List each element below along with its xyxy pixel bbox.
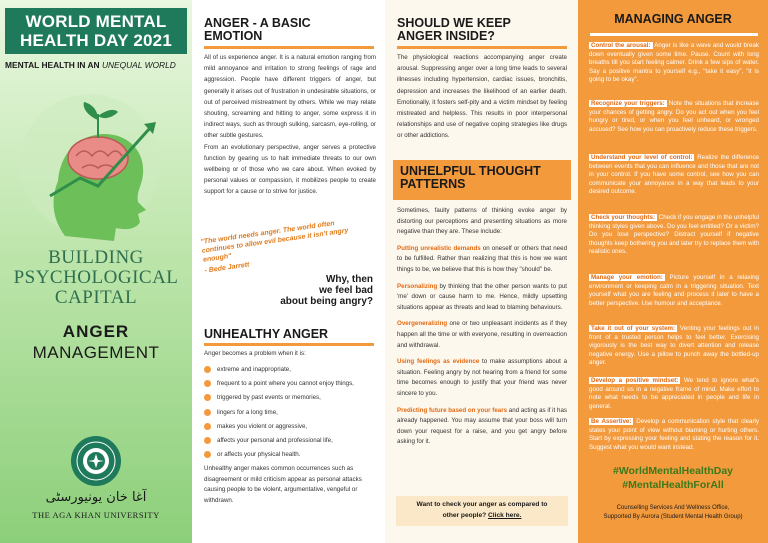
aku-seal-logo: [70, 435, 122, 487]
tip-be-assertive: Be Assertive: Develop a communication style that clearly states your point of view without blaming or hurting others. Start by expressing your feeling and stating the reason for it. Suggest what you would want instead.: [589, 418, 759, 451]
credit-line2: Supported By Aurora (Student Mental Health Group): [603, 514, 743, 520]
list-item: or affects your physical health.: [204, 448, 380, 462]
list-item: extreme and inappropriate,: [204, 362, 380, 376]
patterns-intro: Sometimes, faulty patterns of thinking evoke anger by distorting our perceptions and presenting situations as more negative than they are. These include:: [397, 207, 567, 236]
list-item: affects your personal and professional life,: [204, 433, 380, 447]
bullet-icon: [204, 394, 211, 401]
list-item: triggered by past events or memories,: [204, 391, 380, 405]
inside-underline: [397, 46, 567, 49]
heading-underline: [204, 46, 374, 49]
cta-line1: Want to check your anger as compared to: [416, 501, 548, 508]
tip-level-of-control: Understand your level of control: Realize the difference between events that you can influence and those that are not in your control. If you have some control, see how you can communicate your annoyance in a way that leads to your desired outcome.: [589, 154, 759, 196]
unhealthy-underline: [204, 343, 374, 346]
basic-heading-line1: ANGER - A BASIC: [204, 16, 311, 30]
patterns-heading-line1: UNHELPFUL THOUGHT: [400, 164, 541, 178]
bullet-icon: [204, 380, 211, 387]
bullet-icon: [204, 437, 211, 444]
bullet-icon: [204, 409, 211, 416]
basic-para-2: From an evolutionary perspective, anger serves a protective function by gearing us to halt immediate threats to our own wellbeing or of those who we care about. When evoked by personal values or compassion, it mobilizes people to create support for a cause or to strive for justice.: [204, 143, 376, 196]
theme-subtitle: [5, 60, 191, 70]
theme-italic: UNEQUAL WORLD: [101, 60, 176, 70]
tip-check-thoughts: Check your thoughts: Check if you engage in the unhelpful thinking styles given above. Do you feel entitled? Or a victim? Do you lose perspective? Distract yourself if negative thoughts keep bothering you and later try to replace them with realistic ones.: [589, 214, 759, 256]
why-line2: we feel bad: [319, 285, 373, 296]
pattern-item: Putting unrealistic demands on oneself or others that need to be fulfilled. Rather than realizing that this is how we want things to be, we believe that this is how they "should" be.: [397, 244, 568, 273]
tip-out-of-system: Take it out of your system: Venting your feelings out in front of a trusted person helps to feel better. Exercising vigorously is the best way to divert attention and release negative energy. Use a pillow to punch away the bottled-up anger.: [589, 325, 759, 367]
list-item: frequent to a point where you cannot enjoy things,: [204, 376, 380, 390]
tip-control-arousal: Control the arousal: Anger is like a wave and would break down eventually given some time. Pause. Count with long breaths till you start feeling calmer. Drink a few sips of water. Say a positive mantra to yourself e.g., "take it easy", "it is going to be okay".: [589, 42, 759, 84]
why-line1: Why, then: [325, 274, 373, 285]
click-here-link[interactable]: Click here.: [488, 511, 522, 519]
credit-line1: Counselling Services And Wellness Office,: [616, 505, 730, 511]
unhealthy-list: [204, 362, 380, 462]
pattern-item: Overgeneralizing one or two unpleasant incidents as if they happen all the time or with everyone, resulting in overreaction and withdrawal.: [397, 320, 567, 349]
tip-recognize-triggers: Recognize your triggers: Note the situations that increase your chances of getting angry. Do you act out when you feel hungry or tired, or when you feel unheard, or wronged accused? See how you can proactively reduce these triggers.: [589, 100, 759, 133]
brain-growth-illustration: [10, 86, 185, 251]
basic-emotion-heading: [204, 17, 374, 43]
topic-title: ANGER: [62, 322, 130, 341]
quote-text: "The world needs anger. The world often continues to allow evil because it isn't angry enough": [200, 220, 349, 264]
hashtags: [578, 464, 768, 492]
inside-body: The physiological reactions accompanying anger create arousal. Suppressing anger over a long time leads to several illnesses including hypertension, cardiac issues, bronchitis, depression and increases the likelihood of an earlier death. Emotionally, it fosters self-pity and a victim mindset by feeling mistreated and helpless. This results in poor interpersonal relationships and use of negative coping strategies like drugs or other addictions.: [397, 54, 567, 140]
list-item: makes you violent or aggressive,: [204, 419, 380, 433]
university-name: THE AGA KHAN UNIVERSITY: [32, 510, 160, 520]
patterns-heading-line2: PATTERNS: [400, 177, 466, 191]
tip-manage-emotion: Manage your emotion: Picture yourself in a relaxing environment or keeping calm in a triggering situation. Text yourself what you are feeling and process it later to have a better perspective. Use humour and acceptance.: [589, 274, 759, 307]
event-title-line2: HEALTH DAY 2021: [20, 31, 172, 50]
inside-heading: [397, 17, 567, 43]
why-line3: about being angry?: [280, 296, 373, 307]
bullet-icon: [204, 451, 211, 458]
hashtag-2: #MentalHealthForAll: [622, 479, 724, 491]
hashtag-1: #WorldMentalHealthDay: [613, 465, 733, 477]
pattern-item: Predicting future based on your fears and acting as if it has already happened. You may assume that your boss will turn down your request for a raise, and you get angry before asking for it.: [397, 406, 567, 446]
event-title-line1: WORLD MENTAL: [25, 12, 167, 31]
patterns-heading: [400, 165, 568, 191]
cover-panel: [0, 0, 192, 543]
building-label: BUILDING: [48, 247, 144, 268]
inside-heading-line2: ANGER INSIDE?: [397, 29, 495, 43]
topic-subtitle: MANAGEMENT: [32, 343, 160, 362]
quote-author: - Bede Jarrett: [204, 261, 250, 275]
event-title-box: [5, 8, 187, 54]
basic-heading-line2: EMOTION: [204, 29, 263, 43]
pattern-item: Personalizing by thinking that the other person wants to put 'me' down or cause harm to me. Hence, mildly upsetting situations appear as threats and lead to blaming behaviours.: [397, 282, 567, 311]
managing-underline: [590, 33, 758, 36]
inside-heading-line1: SHOULD WE KEEP: [397, 16, 511, 30]
cta-line2: other people? Click here.: [442, 511, 522, 519]
university-urdu-name: آغا خان یونیورسٹی: [45, 490, 147, 505]
capital-label: CAPITAL: [54, 287, 138, 308]
basic-emotion-body: [204, 52, 376, 198]
anger-check-callout: [396, 496, 568, 526]
tip-positive-mindset: Develop a positive mindset: We tend to ignore what's good around us in a negative frame of mind. Make effort to note what needs to be appreciated in people and life in general.: [589, 377, 759, 410]
unhealthy-intro: Anger becomes a problem when it is:: [204, 350, 306, 357]
credits: [578, 504, 768, 522]
bullet-icon: [204, 423, 211, 430]
unhealthy-heading: UNHEALTHY ANGER: [204, 327, 329, 341]
basic-para-1: All of us experience anger. It is a natural emotion ranging from mild annoyance and irritation to strong feelings of rage and aggression. People have different triggers of anger, but generally it arises out of frustration in undesirable situations, or out of perceived mistreatment by others. While we may relate shouting, screaming and hitting to anger, some express it in indirect ways, such as through sulking, sarcasm, eye-rolling, or other subtle gestures.: [204, 54, 376, 140]
bullet-icon: [204, 366, 211, 373]
patterns-body: [397, 206, 567, 448]
pattern-item: Using feelings as evidence to make assumptions about a situation. Feeling angry by not hearing from a friend for some time becomes enough to justify that your friend was never sincere to you.: [397, 358, 568, 397]
psychological-label: PSYCHOLOGICAL: [13, 267, 179, 288]
managing-heading: MANAGING ANGER: [614, 12, 732, 26]
list-item: lingers for a long time,: [204, 405, 380, 419]
theme-prefix: MENTAL HEALTH IN AN: [5, 60, 102, 70]
unhealthy-closing: Unhealthy anger makes common occurrences such as disagreement or mild criticism appear as personal attacks causing people to be violent, argumentative, vengeful or withdrawn.: [204, 465, 362, 504]
